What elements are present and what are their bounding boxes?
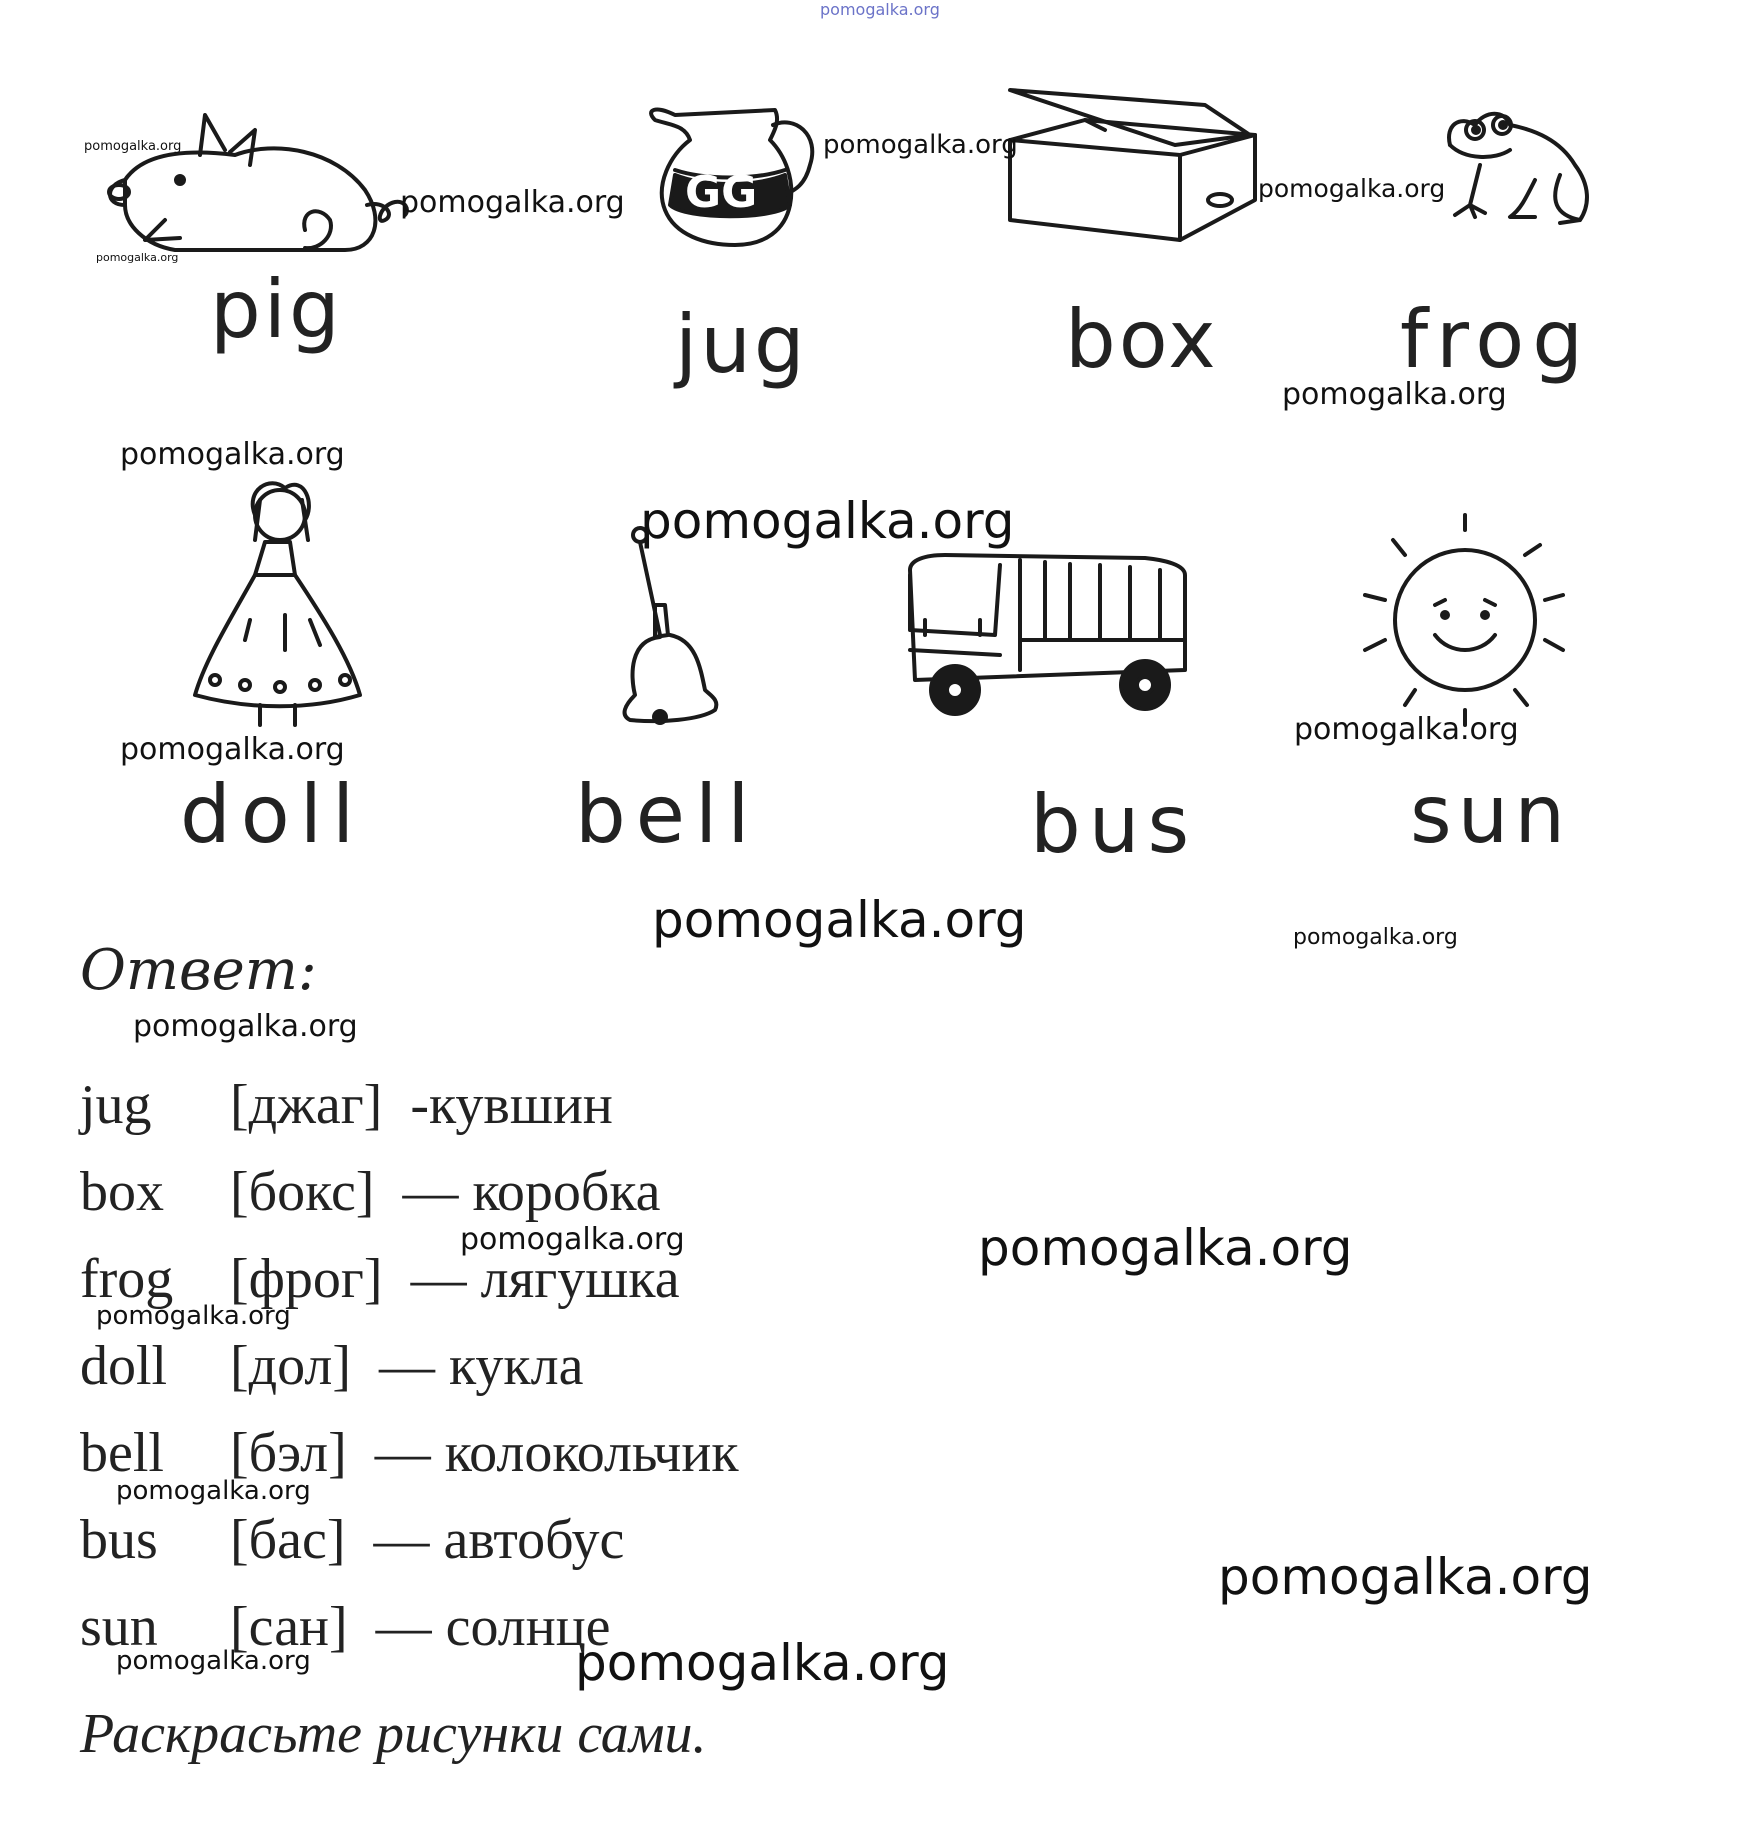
watermark: pomogalka.org — [84, 139, 182, 154]
picture-word: bell — [575, 768, 760, 861]
answer-transcription: [джаг] — [230, 1074, 383, 1136]
watermark: pomogalka.org — [823, 130, 1018, 160]
answer-word: jug — [80, 1074, 152, 1136]
answer-transcription: [бокс] — [230, 1161, 375, 1223]
answer-translation: — колокольчик — [374, 1422, 739, 1484]
watermark: pomogalka.org — [652, 891, 1027, 949]
watermark: pomogalka.org — [96, 1301, 291, 1331]
answer-word: bus — [80, 1509, 158, 1571]
list-item — [80, 1323, 739, 1410]
answer-list — [80, 1062, 739, 1671]
sun-icon — [1345, 520, 1585, 730]
watermark: pomogalka.org — [120, 437, 345, 472]
list-item — [80, 1497, 739, 1584]
answer-word: bell — [80, 1422, 164, 1484]
watermark: pomogalka.org — [96, 251, 179, 264]
watermark: pomogalka.org — [116, 1646, 311, 1676]
watermark: pomogalka.org — [1282, 377, 1507, 412]
answer-translation: — коробка — [402, 1161, 661, 1223]
picture-word: doll — [180, 768, 365, 861]
answer-transcription: [фрог] — [230, 1248, 383, 1310]
watermark: pomogalka.org — [1218, 1548, 1593, 1606]
answer-translation: — автобус — [373, 1509, 625, 1571]
answer-word: sun — [80, 1596, 158, 1658]
watermark: pomogalka.org — [1293, 925, 1458, 950]
answer-word: frog — [80, 1248, 174, 1310]
watermark: pomogalka.org — [978, 1219, 1353, 1277]
picture-word: box — [1065, 293, 1219, 386]
picture-word: sun — [1410, 768, 1572, 861]
watermark: pomogalka.org — [133, 1009, 358, 1044]
watermark: pomogalka.org — [460, 1222, 685, 1257]
coloring-note: Раскрасьте рисунки сами. — [80, 1703, 707, 1765]
jug-icon — [645, 95, 815, 255]
watermark: pomogalka.org — [120, 732, 345, 767]
picture-word: bus — [1030, 778, 1198, 871]
frog-icon — [1440, 105, 1600, 225]
watermark: pomogalka.org — [116, 1476, 311, 1506]
picture-word: frog — [1400, 293, 1592, 386]
answer-transcription: [дол] — [230, 1335, 351, 1397]
pig-icon — [105, 110, 425, 260]
watermark: pomogalka.org — [1258, 174, 1446, 203]
answer-translation: — лягушка — [410, 1248, 680, 1310]
answer-transcription: [сан] — [230, 1596, 348, 1658]
picture-word: pig — [210, 263, 343, 356]
bell-icon — [615, 525, 725, 725]
list-item — [80, 1062, 739, 1149]
answer-transcription: [бэл] — [230, 1422, 347, 1484]
top-watermark: pomogalka.org — [820, 0, 940, 19]
box-icon — [1005, 85, 1265, 245]
answer-translation: — солнце — [375, 1596, 611, 1658]
answer-translation: — кукла — [379, 1335, 584, 1397]
doll-icon — [190, 480, 365, 730]
picture-word: jug — [675, 298, 808, 391]
watermark: pomogalka.org — [575, 1634, 950, 1692]
answer-title: Ответ: — [80, 938, 317, 1003]
watermark: pomogalka.org — [1294, 712, 1519, 747]
watermark: pomogalka.org — [400, 185, 625, 220]
watermark: pomogalka.org — [640, 492, 1015, 550]
answer-word: box — [80, 1161, 164, 1223]
answer-transcription: [бас] — [230, 1509, 346, 1571]
answer-word: doll — [80, 1335, 168, 1397]
bus-icon — [905, 550, 1190, 720]
answer-translation: -кувшин — [410, 1074, 613, 1136]
jug-label: GG — [685, 167, 758, 218]
